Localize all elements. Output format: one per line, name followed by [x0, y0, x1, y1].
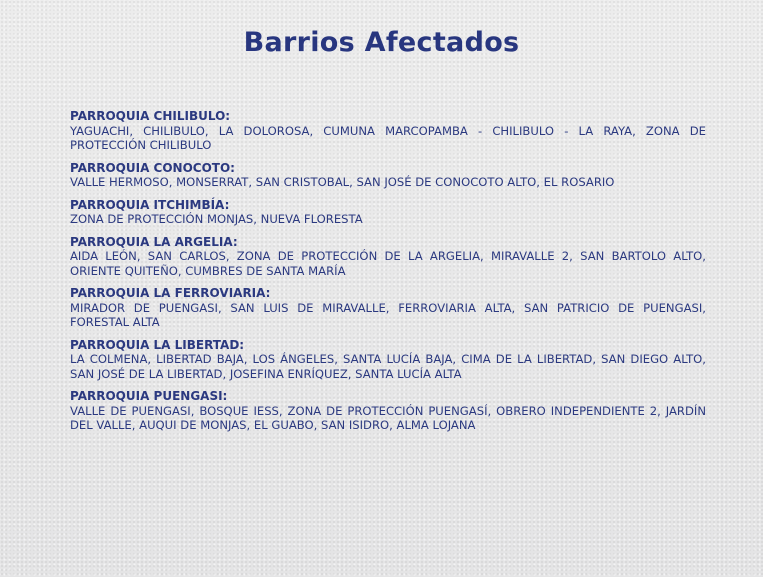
- parish-heading: PARROQUIA CHILIBULO:: [70, 109, 231, 123]
- parish-section-chilibulo: [70, 109, 706, 153]
- parish-section-la-argelia: [70, 235, 706, 279]
- parish-heading: PARROQUIA ITCHIMBÍA:: [70, 197, 230, 212]
- parish-heading: PARROQUIA LA ARGELIA:: [70, 234, 238, 249]
- neighborhood-list: VALLE DE PUENGASI, BOSQUE IESS, ZONA DE PROTECCIÓN PUENGASÍ, OBRERO INDEPENDIENTE 2, JARDÍN DEL VALLE, AUQUI DE MONJAS, EL GUABO, SAN ISIDRO, ALMA LOJANA: [70, 403, 706, 432]
- parish-section-la-ferroviaria: [70, 286, 706, 330]
- neighborhood-list: MIRADOR DE PUENGASI, SAN LUIS DE MIRAVALLE, FERROVIARIA ALTA, SAN PATRICIO DE PUENGASI, FORESTAL ALTA: [70, 300, 706, 329]
- parish-section-la-libertad: [70, 338, 706, 382]
- parish-heading: PARROQUIA LA LIBERTAD:: [70, 337, 245, 352]
- neighborhood-list: AIDA LEÓN, SAN CARLOS, ZONA DE PROTECCIÓN DE LA ARGELIA, MIRAVALLE 2, SAN BARTOLO ALTO, ORIENTE QUITEÑO, CUMBRES DE SANTA MARÍA: [70, 249, 706, 278]
- parish-heading: PARROQUIA CONOCOTO:: [70, 160, 235, 175]
- neighborhood-list: ZONA DE PROTECCIÓN MONJAS, NUEVA FLORESTA: [70, 212, 363, 226]
- parish-list: [70, 109, 706, 441]
- neighborhood-list: LA COLMENA, LIBERTAD BAJA, LOS ÁNGELES, SANTA LUCÍA BAJA, CIMA DE LA LIBERTAD, SAN DIEGO ALTO, SAN JOSÉ DE LA LIBERTAD, JOSEFINA ENRÍQUEZ, SANTA LUCÍA ALTA: [70, 352, 706, 381]
- neighborhood-list: VALLE HERMOSO, MONSERRAT, SAN CRISTOBAL, SAN JOSÉ DE CONOCOTO ALTO, EL ROSARIO: [70, 175, 615, 189]
- page-title: Barrios Afectados: [243, 27, 520, 58]
- parish-section-puengasi: [70, 389, 706, 433]
- neighborhood-list: YAGUACHI, CHILIBULO, LA DOLOROSA, CUMUNA MARCOPAMBA - CHILIBULO - LA RAYA, ZONA DE PROTECCIÓN CHILIBULO: [70, 123, 706, 152]
- parish-heading: PARROQUIA LA FERROVIARIA:: [70, 286, 271, 300]
- parish-section-itchimbia: [70, 198, 706, 227]
- parish-heading: PARROQUIA PUENGASI:: [70, 389, 228, 403]
- parish-section-conocoto: [70, 161, 706, 190]
